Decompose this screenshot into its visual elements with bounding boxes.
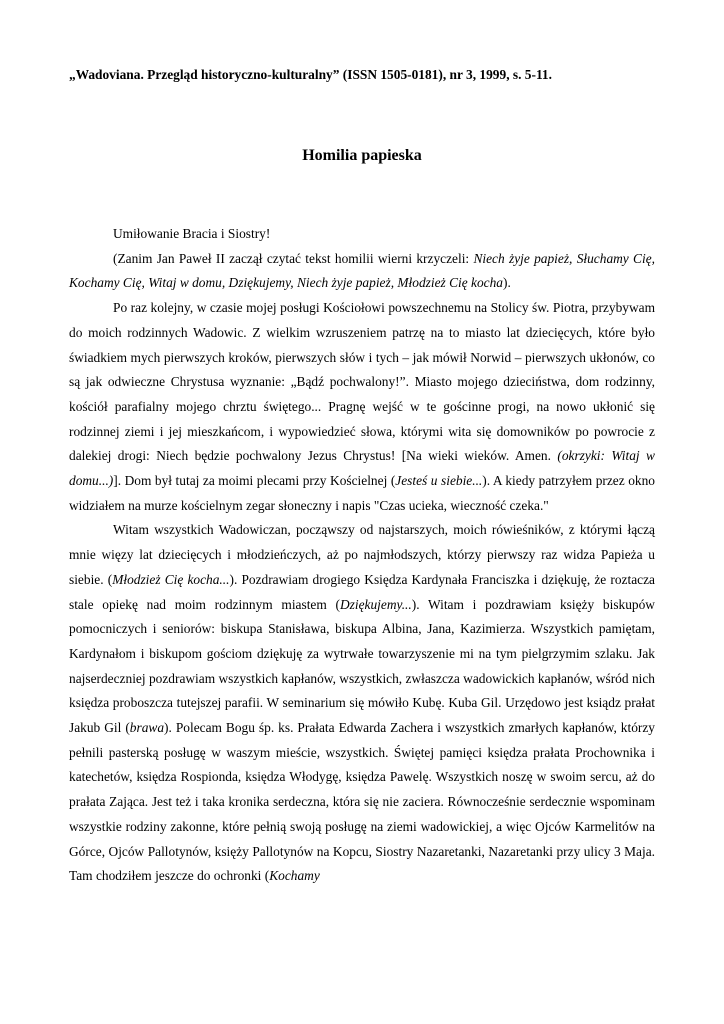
paragraph-1 — [69, 247, 655, 296]
paragraph-3-text-a: Witam wszystkich Wadowiczan, począwszy od najstarszych, moich rówieśników, z którymi łączą mnie więzy lat dziecięcych i młodzieńczych, aż po najmłodszych, którzy pierwszy raz widza Papieża u siebie. ( — [69, 522, 655, 587]
paragraph-2-text-e: ). A kiedy patrzyłem przez okno widziałem na murze kościelnym zegar słoneczny i napis "Czas ucieka, wieczność czeka." — [69, 473, 655, 513]
citation-header: „Wadoviana. Przegląd historyczno-kulturalny” (ISSN 1505-0181), nr 3, 1999, s. 5-11. — [69, 67, 552, 82]
paragraph-2-text-c: ]. Dom był tutaj za moimi plecami przy Kościelnej ( — [113, 473, 396, 489]
paragraph-3-crowd-interjection-3: Kochamy — [269, 868, 320, 884]
paragraph-3-text-c: ). Pozdrawiam drogiego Księdza Kardynała Franciszka i dziękuję, że roztacza stale opiekę nad moim rodzinnym miastem ( — [69, 571, 655, 612]
paragraph-3 — [69, 518, 655, 889]
paragraph-2 — [69, 296, 655, 518]
paragraph-2-crowd-interjection-2: Jesteś u siebie... — [395, 473, 483, 489]
page-title: Homilia papieska — [302, 147, 422, 164]
paragraph-2-text-a: Po raz kolejny, w czasie mojej posługi Kościołowi powszechnemu na Stolicy św. Piotra, przybywam do moich rodzinnych Wadowic. Z wielkim wzruszeniem patrzę na to miasto lat dziecięcych, które było świadkiem mych pierwszych kroków, pierwszych słów i tych – jak mówił Norwid – pierwszych ukłonów, co są jak odwieczne Chrystusa wyznanie: „Bądź pochwalony!”. Miasto mojego dzieciństwa, dom rodzinny, kościół parafialny mojego chrztu świętego... Pragnę wejść w te gościnne progi, na nowo ukłonić się rodzinnej ziemi i jej mieszkańcom, i wypowiedzieć słowa, którymi wita się domowników po powrocie z dalekiej drogi: Niech będzie pochwalony Jezus Chrystus! [Na wieki wieków. Amen. — [69, 300, 655, 464]
greeting-paragraph: Umiłowanie Bracia i Siostry! — [113, 226, 271, 241]
homily-body — [69, 222, 655, 889]
paragraph-1-text-c: ). — [503, 275, 511, 291]
paragraph-3-text-e: ). Witam i pozdrawiam księży biskupów pomocniczych i seniorów: biskupa Stanisława, biskupa Albina, Jana, Kazimierza. Wszystkich pamiętam, Kardynałom i biskupom gościom dziękuję za wytrwałe towarzyszenie mi na tym pielgrzymim szlaku. Jak najserdeczniej pozdrawiam wszystkich kapłanów, wszystkich, zwłaszcza wadowickich kapłanów, wśród nich księdza proboszcza tutejszej parafii. W seminarium się mówiło Kubę. Kuba Gil. Urzędowo jest ksiądz prałat Jakub Gil ( — [69, 596, 655, 736]
paragraph-3-crowd-interjection: Młodzież Cię kocha... — [112, 571, 230, 587]
paragraph-1-text-a: (Zanim Jan Paweł II zaczął czytać tekst homilii wierni krzyczeli: — [113, 250, 474, 266]
paragraph-3-applause: brawa — [129, 720, 165, 736]
paragraph-3-crowd-interjection-2: Dziękujemy... — [339, 596, 412, 612]
paragraph-3-text-g: ). Polecam Bogu śp. ks. Prałata Edwarda Zachera i wszystkich zmarłych kapłanów, którzy pełnili pasterską posługę w waszym mieście, wszystkich. Świętej pamięci księdza prałata Prochownika i katechetów, księdza Rospionda, księdza Włodygę, księdza Pawelę. Wszystkich noszę w swoim sercu, aż do prałata Zająca. Jest też i taka kronika serdeczna, która się nie zaciera. Równocześnie serdecznie wspominam wszystkie rodziny zakonne, które pełnią swoją posługę na ziemi wadowickiej, a więc Ojców Karmelitów na Górce, Ojców Pallotynów, księży Pallotynów na Kopcu, Siostry Nazaretanki, Nazaretanki przy ulicy 3 Maja. Tam chodziłem jeszcze do ochronki ( — [69, 720, 655, 884]
paragraph-2-crowd-interjection: (okrzyki: Witaj w domu...) — [69, 448, 655, 489]
paragraph-1-crowd-chants: Niech żyje papież, Słuchamy Cię, Kochamy Cię, Witaj w domu, Dziękujemy, Niech żyje papież, Młodzież Cię kocha — [69, 250, 655, 291]
